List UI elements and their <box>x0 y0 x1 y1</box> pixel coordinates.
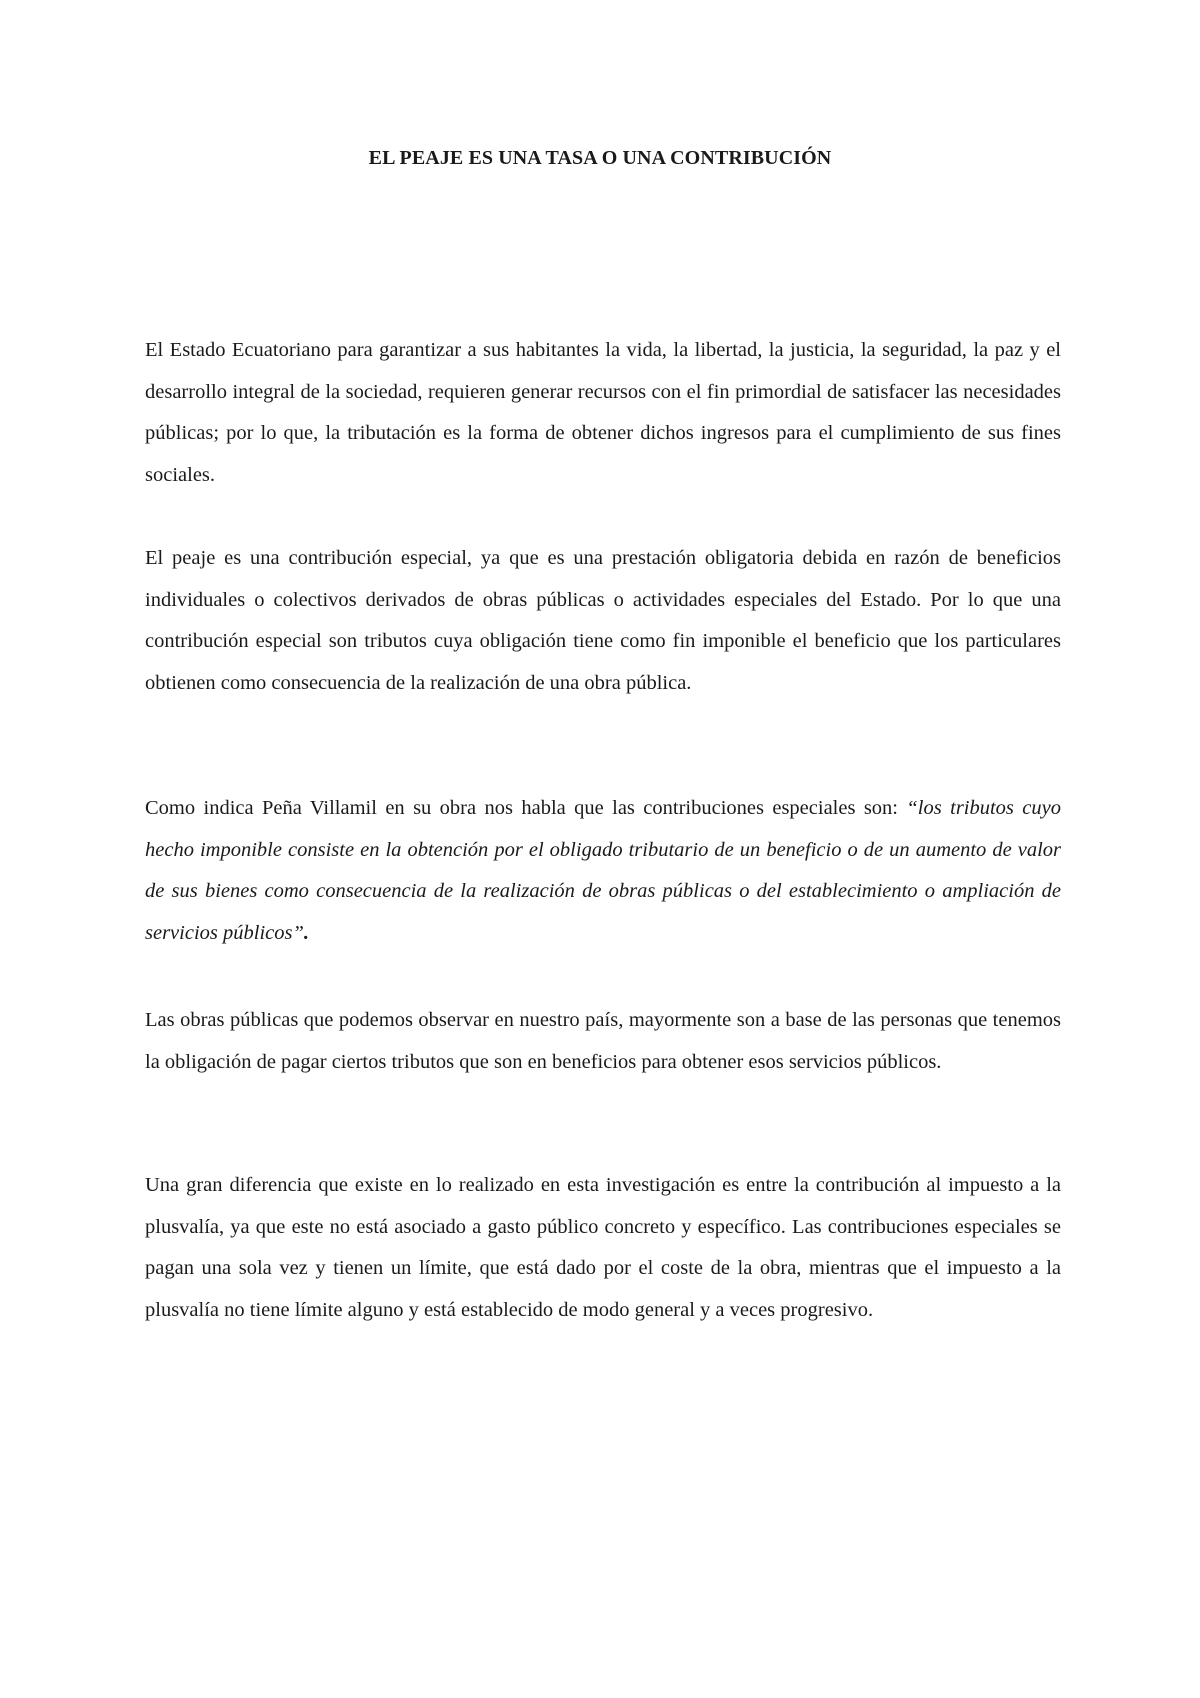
paragraph-peaje-definition: El peaje es una contribución especial, ya que es una prestación obligatoria debida en razón de beneficios individuales o colectivos derivados de obras públicas o actividades especiales del Estado. Por lo que una contribución especial son tributos cuya obligación tiene como fin imponible el beneficio que los particulares obtienen como consecuencia de la realización de una obra pública. <box>145 547 1061 694</box>
quote-end: . <box>303 921 309 944</box>
paragraph-intro: El Estado Ecuatoriano para garantizar a sus habitantes la vida, la libertad, la justicia, la seguridad, la paz y el desarrollo integral de la sociedad, requieren generar recursos con el fin primordial de satisfacer las necesidades públicas; por lo que, la tributación es la forma de obtener dichos ingresos para el cumplimiento de sus fines sociales. <box>145 339 1061 486</box>
paragraph-quote <box>145 788 1061 954</box>
paragraph-public-works: Las obras públicas que podemos observar en nuestro país, mayormente son a base de las personas que tenemos la obligación de pagar ciertos tributos que son en beneficios para obtener esos servicios públicos. <box>145 1009 1061 1073</box>
document-title: EL PEAJE ES UNA TASA O UNA CONTRIBUCIÓN <box>368 147 832 169</box>
quote-intro: Como indica Peña Villamil en su obra nos habla que las contribuciones especiales son: <box>145 797 907 819</box>
paragraph-difference: Una gran diferencia que existe en lo realizado en esta investigación es entre la contribución al impuesto a la plusvalía, ya que este no está asociado a gasto público concreto y específico. Las contribuciones especiales se pagan una sola vez y tienen un límite, que está dado por el coste de la obra, mientras que el impuesto a la plusvalía no tiene límite alguno y está establecido de modo general y a veces progresivo. <box>145 1174 1061 1321</box>
quoted-text: “los tributos cuyo hecho imponible consiste en la obtención por el obligado tributario de un beneficio o de un aumento de valor de sus bienes como consecuencia de la realización de obras públicas o del establecimiento o ampliación de servicios públicos” <box>145 797 1061 944</box>
